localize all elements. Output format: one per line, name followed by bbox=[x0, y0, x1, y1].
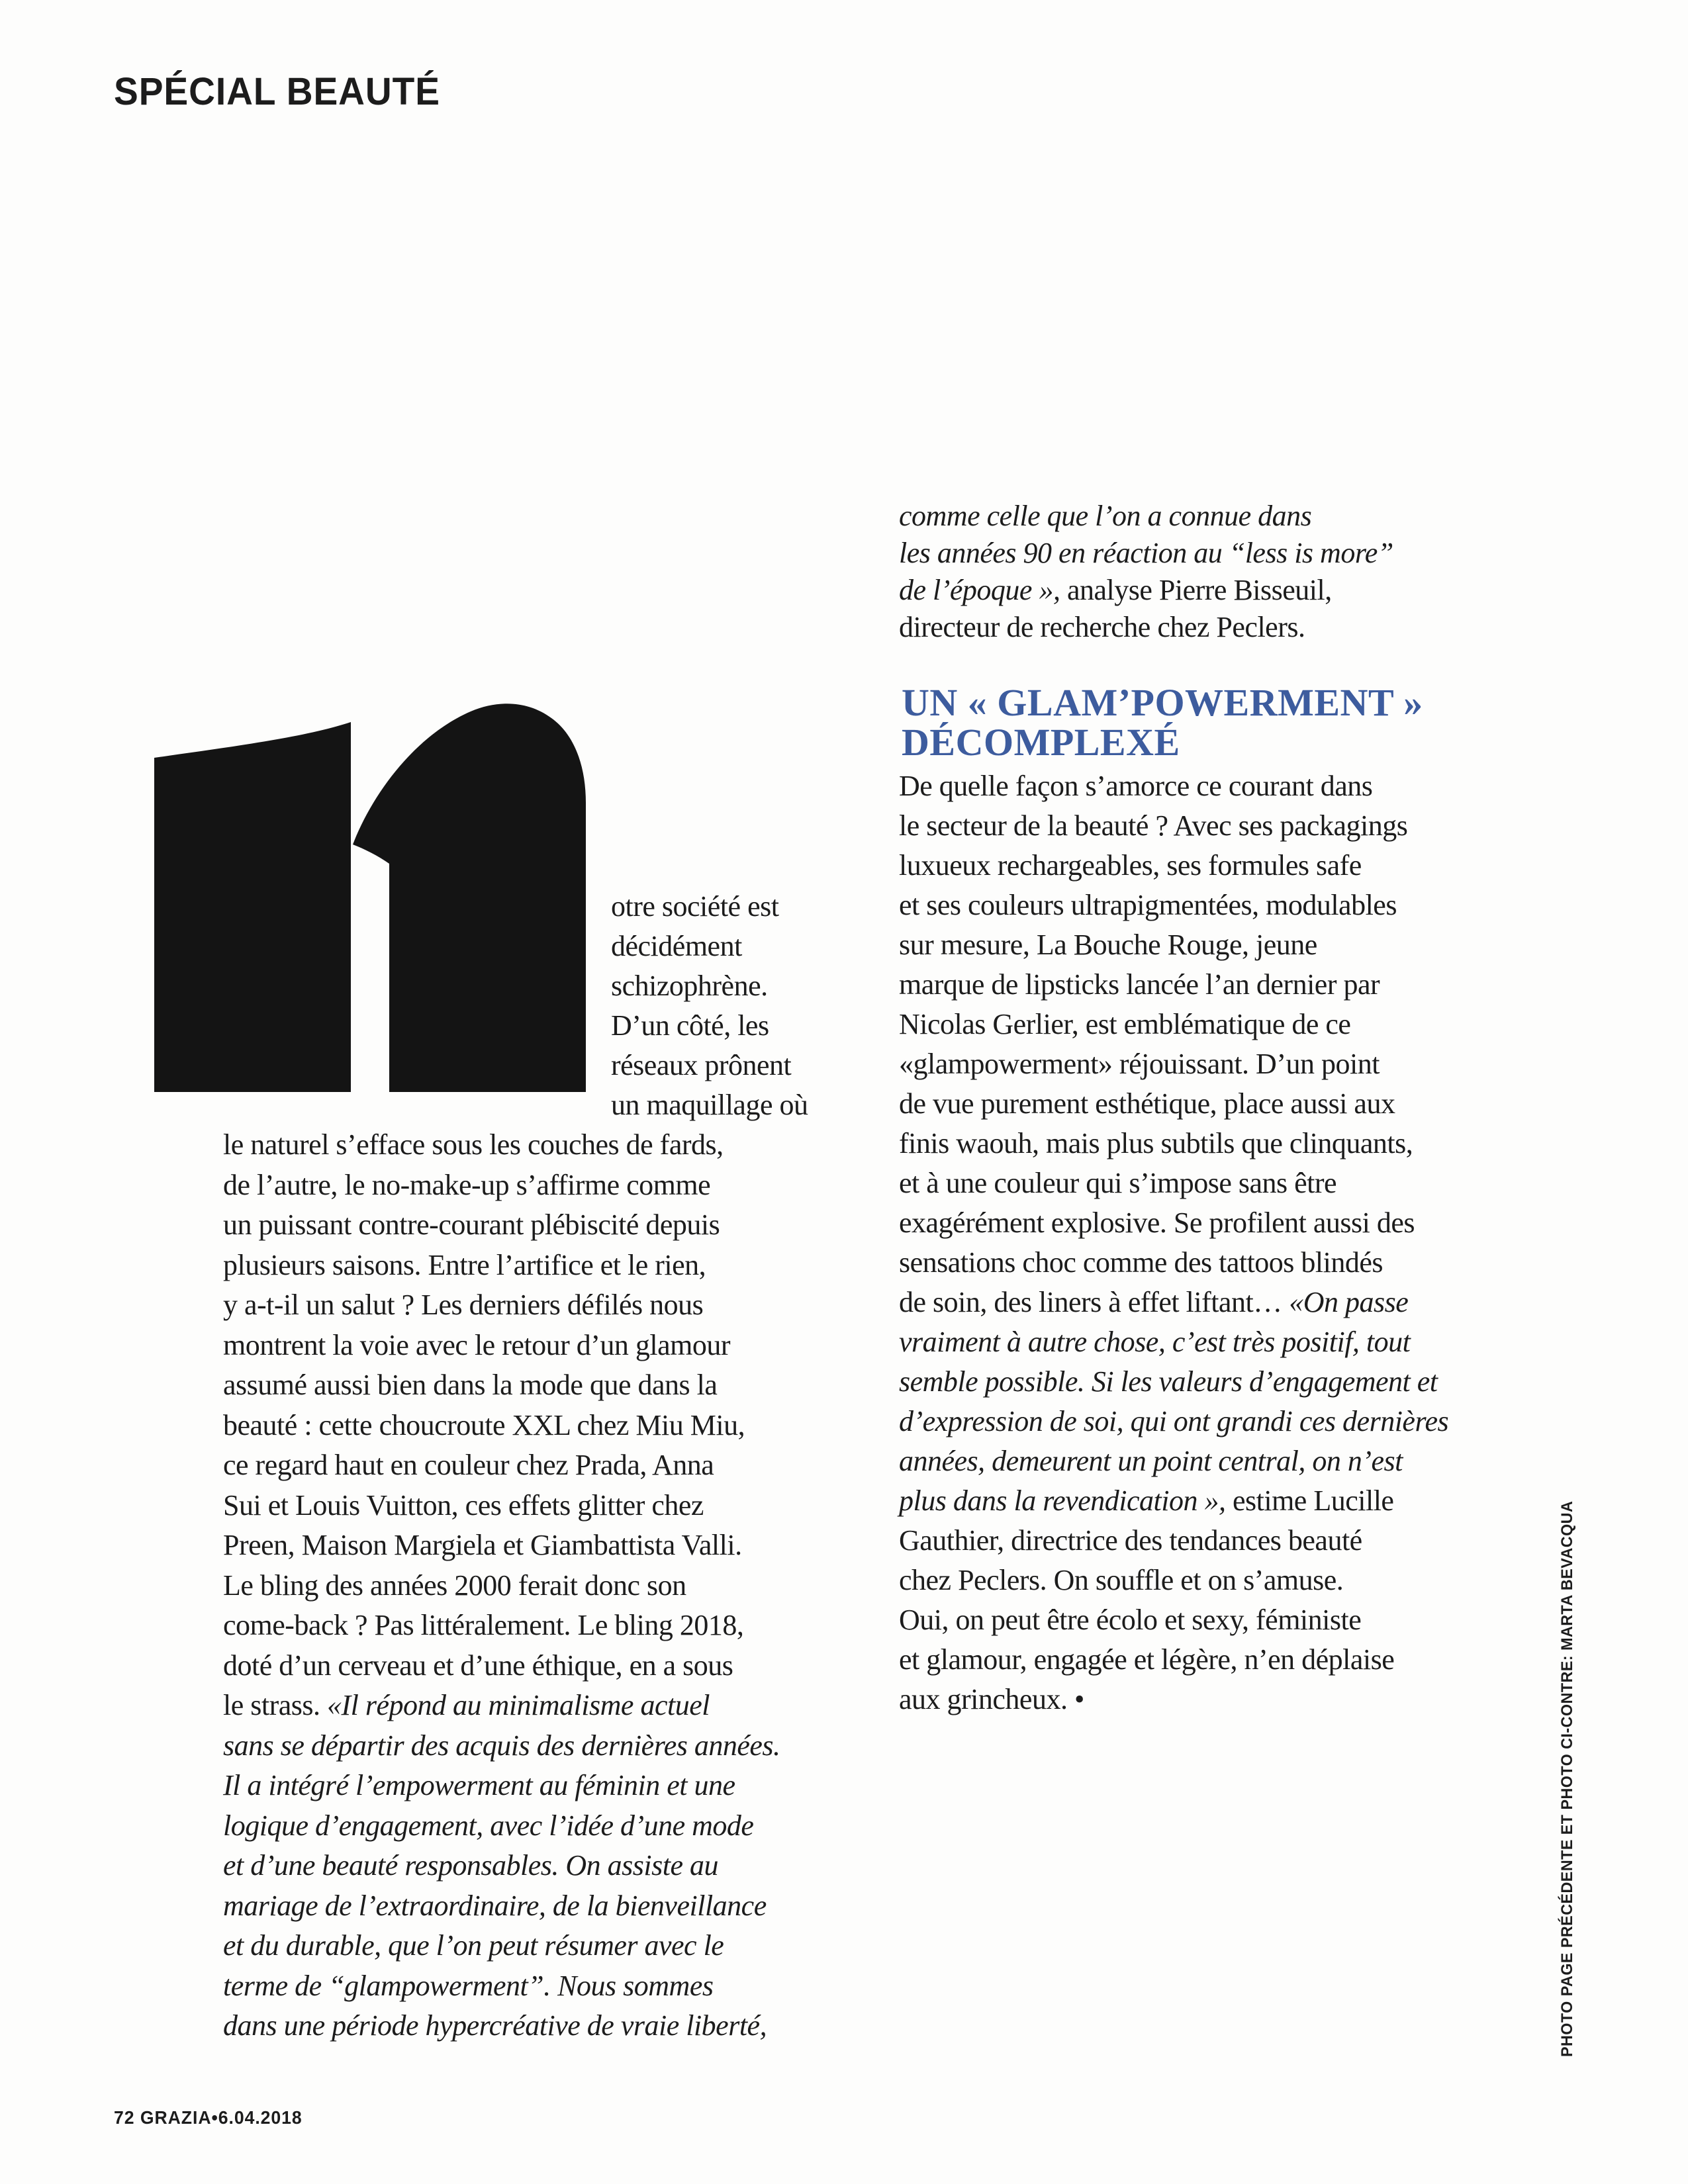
text-line: beauté : cette choucroute XXL chez Miu Miu, bbox=[223, 1408, 745, 1441]
text-line: logique d’engagement, avec l’idée d’une mode bbox=[223, 1809, 754, 1842]
text-line: semble possible. Si les valeurs d’engagement et bbox=[899, 1365, 1438, 1398]
photo-credit-vertical: PHOTO PAGE PRÉCÉDENTE ET PHOTO CI-CONTRE: MARTA BEVACQUA bbox=[1558, 1500, 1576, 2057]
footer-separator: • bbox=[211, 2107, 218, 2128]
text-line: le naturel s’efface sous les couches de fards, bbox=[223, 1128, 724, 1161]
text-line: de soin, des liners à effet liftant… «On passe bbox=[899, 1286, 1409, 1318]
text-line: dans une période hypercréative de vraie liberté, bbox=[223, 2009, 767, 2042]
text-line: aux grincheux. • bbox=[899, 1683, 1084, 1715]
text-line: sans se départir des acquis des dernières années. bbox=[223, 1729, 780, 1762]
left-column-dropcap-lines bbox=[611, 887, 876, 1125]
text-line: et glamour, engagée et légère, n’en déplaise bbox=[899, 1643, 1395, 1676]
right-column-quote bbox=[899, 498, 1516, 646]
text-line: Nicolas Gerlier, est emblématique de ce bbox=[899, 1008, 1351, 1040]
text-line: vraiment à autre chose, c’est très positif, tout bbox=[899, 1326, 1411, 1358]
text-line: le secteur de la beauté ? Avec ses packagings bbox=[899, 809, 1408, 842]
text-line: DÉCOMPLEXÉ bbox=[902, 721, 1180, 764]
text-line: réseaux prônent bbox=[611, 1049, 792, 1081]
text-line: comme celle que l’on a connue dans bbox=[899, 500, 1312, 532]
text-line: Le bling des années 2000 ferait donc son bbox=[223, 1569, 686, 1602]
footer-page-magazine: 72 GRAZIA bbox=[114, 2107, 212, 2128]
text-line: luxueux rechargeables, ses formules safe bbox=[899, 849, 1362, 882]
text-line: UN « GLAM’POWERMENT » bbox=[902, 681, 1423, 724]
text-line: les années 90 en réaction au “less is more” bbox=[899, 537, 1393, 569]
text-line: un maquillage où bbox=[611, 1089, 808, 1121]
text-line: schizophrène. bbox=[611, 970, 768, 1002]
left-column-body bbox=[223, 1125, 867, 2046]
text-line: D’un côté, les bbox=[611, 1009, 769, 1042]
text-line: sur mesure, La Bouche Rouge, jeune bbox=[899, 929, 1317, 961]
text-line: directeur de recherche chez Peclers. bbox=[899, 611, 1305, 643]
right-column-body bbox=[899, 766, 1516, 1719]
text-line: et du durable, que l’on peut résumer avec le bbox=[223, 1929, 724, 1962]
text-line: de vue purement esthétique, place aussi aux bbox=[899, 1087, 1395, 1120]
text-line: terme de “glampowerment”. Nous sommes bbox=[223, 1969, 714, 2002]
dropcap-letter-n bbox=[154, 704, 586, 1092]
text-line: ce regard haut en couleur chez Prada, Anna bbox=[223, 1449, 714, 1481]
dropcap-n-glyph bbox=[154, 704, 586, 1092]
text-line: De quelle façon s’amorce ce courant dans bbox=[899, 770, 1373, 802]
text-line: Sui et Louis Vuitton, ces effets glitter chez bbox=[223, 1488, 704, 1522]
page-footer bbox=[114, 2109, 303, 2127]
text-line: d’expression de soi, qui ont grandi ces dernières bbox=[899, 1405, 1449, 1437]
text-line: y a-t-il un salut ? Les derniers défilés nous bbox=[223, 1289, 704, 1321]
text-line: et à une couleur qui s’impose sans être bbox=[899, 1167, 1337, 1199]
subheading-glampowerment bbox=[902, 683, 1519, 762]
text-line: plus dans la revendication », estime Lucille bbox=[899, 1484, 1394, 1517]
text-line: finis waouh, mais plus subtils que clinquants, bbox=[899, 1127, 1413, 1160]
text-line: Il a intégré l’empowerment au féminin et une bbox=[223, 1769, 735, 1801]
text-line: «glampowerment» réjouissant. D’un point bbox=[899, 1048, 1380, 1080]
section-header: SPÉCIAL BEAUTÉ bbox=[114, 70, 440, 113]
text-line: un puissant contre-courant plébiscité depuis bbox=[223, 1208, 720, 1241]
text-line: exagérément explosive. Se profilent aussi des bbox=[899, 1206, 1415, 1239]
text-line: décidément bbox=[611, 930, 742, 962]
text-line: Oui, on peut être écolo et sexy, féministe bbox=[899, 1604, 1362, 1636]
text-line: otre société est bbox=[611, 890, 779, 923]
text-line: de l’époque », analyse Pierre Bisseuil, bbox=[899, 574, 1332, 606]
text-line: sensations choc comme des tattoos blindés bbox=[899, 1246, 1383, 1279]
text-line: et d’une beauté responsables. On assiste au bbox=[223, 1849, 718, 1882]
text-line: plusieurs saisons. Entre l’artifice et le rien, bbox=[223, 1248, 706, 1281]
text-line: Gauthier, directrice des tendances beauté bbox=[899, 1524, 1362, 1557]
text-line: doté d’un cerveau et d’une éthique, en a sous bbox=[223, 1649, 733, 1682]
text-line: mariage de l’extraordinaire, de la bienveillance bbox=[223, 1889, 767, 1922]
text-line: de l’autre, le no-make-up s’affirme comme bbox=[223, 1168, 711, 1201]
text-line: marque de lipsticks lancée l’an dernier par bbox=[899, 968, 1380, 1001]
text-line: come-back ? Pas littéralement. Le bling 2018, bbox=[223, 1609, 744, 1641]
text-line: montrent la voie avec le retour d’un glamour bbox=[223, 1328, 731, 1361]
text-line: le strass. «Il répond au minimalisme actuel bbox=[223, 1689, 710, 1721]
footer-date: 6.04.2018 bbox=[218, 2107, 303, 2128]
text-line: et ses couleurs ultrapigmentées, modulables bbox=[899, 889, 1397, 921]
text-line: années, demeurent un point central, on n’est bbox=[899, 1445, 1403, 1477]
text-line: Preen, Maison Margiela et Giambattista Valli. bbox=[223, 1529, 742, 1561]
text-line: assumé aussi bien dans la mode que dans la bbox=[223, 1369, 718, 1401]
text-line: chez Peclers. On souffle et on s’amuse. bbox=[899, 1564, 1344, 1596]
